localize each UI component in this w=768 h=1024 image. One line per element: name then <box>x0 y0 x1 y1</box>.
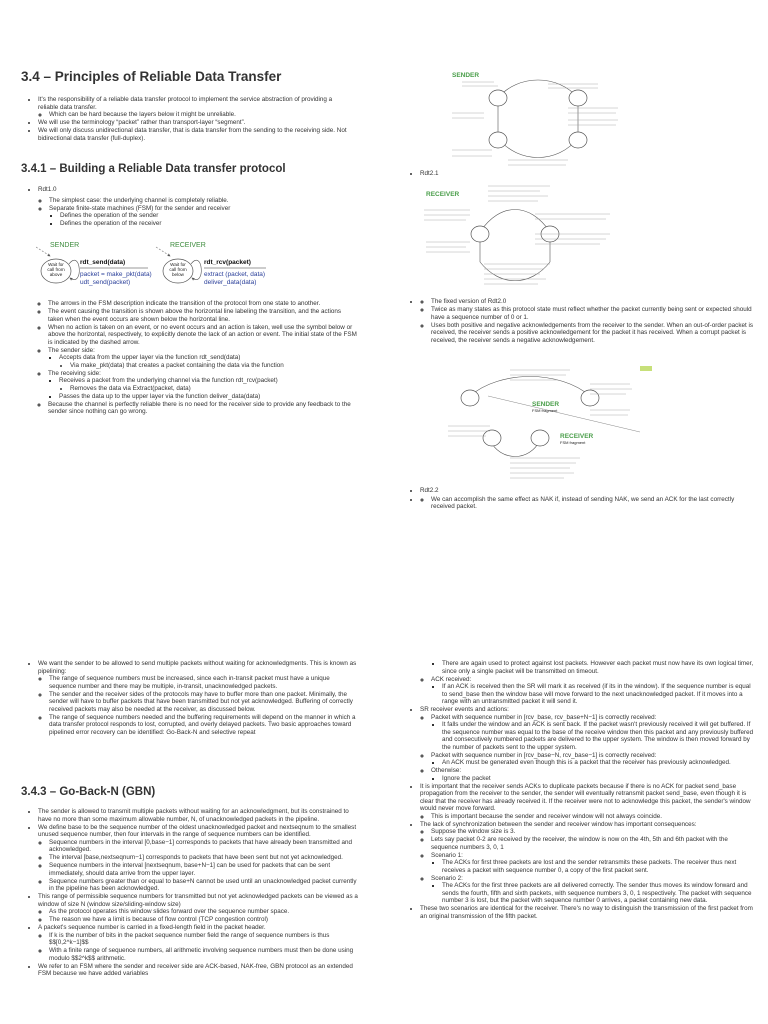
list-item: ◦ The interval [base,nextseqnum−1] corresponds to packets that have been sent but not yet acknowledged. <box>49 854 358 862</box>
sender-label: SENDER <box>452 72 480 79</box>
rdt21-sender-fsm <box>448 68 628 172</box>
sender-action: packet = make_pkt(data) <box>80 271 152 278</box>
sender-label: SENDER <box>50 242 80 249</box>
list-item: • A packet's sequence number is carried in a fixed-length field in the packet header. ◦ If k is the number of bits in the packet sequence number field the range of sequence numbers is thus $$[0,2^k−1]$$ ◦ With a finite range of sequence numbers, all arithmetic involving sequence numbers must then be done using modulo $$2^k$$ arithmetic. <box>38 924 358 962</box>
list-item <box>420 496 755 511</box>
list-item: ◦ As the protocol operates this window slides forward over the sequence number space. <box>49 908 358 916</box>
receiver-action: deliver_data(data) <box>204 279 257 286</box>
svg-text:call from: call from <box>169 267 187 272</box>
list-item: ◦ Packet with sequence number in [rcv_base−N, rcv_base−1] is correctly received: ▪ An ACK must be generated even though this is a packet that the receiver has previously acknowledged. <box>431 752 755 767</box>
list-item: ◦ Lets say packet 0-2 are received by the receiver, the window is now on the 4th, 5th and 6th packet with the sequence numbers 3, 0, 1 <box>431 836 755 851</box>
list-item: • Removes the data via Extract(packet, data) <box>70 385 358 393</box>
sender-event: rdt_send(data) <box>80 259 126 266</box>
receiver-label: RECEIVER <box>426 191 460 198</box>
list-item: ◦ With a finite range of sequence numbers, all arithmetic involving sequence numbers must then be done using modulo $$2^k$$ arithmetic. <box>49 947 358 962</box>
list-item: ▪ Ignore the packet <box>442 775 755 783</box>
list-item: ◦ The arrows in the FSM description indicate the transition of the protocol from one state to another. <box>48 300 358 308</box>
list-item: ◦ The sender and the receiver sides of the protocols may have to buffer more than one packet. Minimally, the sender will have to buffer packets that have been transmitted but not yet acknowledged. Buffering of correctly received packets may also be needed at the receiver, as discussed below. <box>49 691 358 714</box>
list-item: ◦ Which can be hard because the layers below it might be unreliable. <box>49 111 353 119</box>
intro-list <box>28 96 353 143</box>
fsm-fragment-label: FSM fragment <box>532 408 558 413</box>
list-item: • These two scenarios are identical for the receiver. There's no way to distinguish the transmission of the first packet from an original transmission of the fifth packet. <box>420 905 755 920</box>
list-item: ◦ The receiving side: ▪ Receives a packet from the underlying channel via the function rdt_rcv(packet) • Removes the data via Extract(packet, data) ▪ Passes the data up to the upper layer via the function deliver_data(data) <box>48 370 358 401</box>
list-item: ◦ • We can accomplish the same effect as NAK if, instead of sending NAK, we send an ACK for the last correctly received packet. <box>431 496 755 511</box>
list-item: ▪ If an ACK is received then the SR will mark it as received (if its in the window). If the sequence number is equal to send_base then the window base will move forward to the next unacknowledged packet. If it moves into a range with an untransmitted packet it will send it. <box>442 683 755 706</box>
list-item: ▪ Defines the operation of the sender <box>60 212 353 220</box>
list-item: ▪ Passes the data up to the upper layer via the function deliver_data(data) <box>59 393 358 401</box>
list-item <box>431 660 755 675</box>
receiver-label: RECEIVER <box>170 242 206 249</box>
list-item: ◦ Suppose the window size is 3. <box>431 828 755 836</box>
list-item: • It is important that the receiver sends ACKs to duplicate packets because if there is no ACK for packet send_base propagation from the receiver to the sender, the sender will eventually retransmit packet send_base, even though it is clear that the receiver has already received it. If the receiver were not to acknowledge this packet, the sender's window would never move forward. ◦ This is important because the sender and receiver window will not always coincide. <box>420 783 755 821</box>
svg-text:call from: call from <box>47 267 65 272</box>
list-item: • Rdt2.1 <box>420 170 439 178</box>
list-item: ◦ This is important because the sender and receiver window will not always coincide. <box>431 813 755 821</box>
rdt10-explanation <box>38 300 358 416</box>
rdt10-list <box>28 186 353 228</box>
list-item: • We will use the terminology “packet” rather than transport-layer “segment”. <box>38 119 353 127</box>
list-item: • Via make_pkt(data) that creates a packet containing the data via the function <box>70 362 358 370</box>
list-item: • We define base to be the sequence number of the oldest unacknowledged packet and nextseqnum to the smallest unused sequence number, then four intervals in the range of sequence numbers can be identified. ◦ Sequence numbers in the interval [0,base−1] corresponds to packets that have already been transmitted and acknowledged. ◦ The interval [base,nextseqnum−1] corresponds to packets that have been sent but not yet acknowledged. ◦ Sequence numbers in the interval [nextseqnum, base+N−1] can be used for packets that can be sent immediately, should data arrive from the upper layer. ◦ Sequence numbers greater than or equal to base+N cannot be used until an unacknowledged packet currently in the pipeline has been acknowledged. <box>38 824 358 893</box>
list-item: ◦ When no action is taken on an event, or no event occurs and an action is taken, well use the symbol below or above the horizontal, respectively, to explicitly denote the lack of an action or event. The initial state of the FSM is indicated by the dashed arrow. <box>48 324 358 347</box>
list-item: ◦ Separate finite-state machines (FSM) for the sender and receiver ▪ Defines the operation of the sender ▪ Defines the operation of the receiver <box>49 205 353 228</box>
list-item: ▪ There are again used to protect against lost packets. However each packet must now have its own logical timer, since only a single packet will be transmitted on timeout. <box>442 660 755 675</box>
svg-text:below: below <box>171 272 185 277</box>
list-item: • We refer to an FSM where the sender and receiver side are ACK-based, NAK-free, GBN protocol as an extended FSM because we have added variables <box>38 963 358 978</box>
list-item: • The lack of synchronization between the sender and receiver window has important consequences: ◦ Suppose the window size is 3. ◦ Lets say packet 0-2 are received by the receiver, the window is now on the 4th, 5th and 6th packet with the sequence numbers 3, 0, 1 ◦ Scenario 1: ▪ The ACKs for first three packets are lost and the sender retransmits these packets. The receiver thus next receives a packet with sequence number 0, a copy of the first packet sent. ◦ Scenario 2: ▪ The ACKs for the first three packets are all delivered correctly. The sender thus moves its window forward and sends the fourth, fifth and sixth packets, with sequence numbers 3, 0, 1 respectively. The packet with sequence number 3 is lost, but the packet with sequence number 0 arrives, a packet containing new data. <box>420 821 755 905</box>
list-item: ◦ Packet with sequence number in [rcv_base, rcv_base+N−1] is correctly received: ▪ It falls under the window and an ACK is sent back. If the packet wasn't previously received it will get buffered. If the sequence number was equal to the base of the receive window then this packet and any previously buffered and consecutively numbered packets are delivered to the upper system. The window is then moved forward by the number of packets sent to the upper system. <box>431 714 755 752</box>
svg-text:above: above <box>49 272 63 277</box>
list-item: ◦ The simplest case: the underlying channel is completely reliable. <box>49 197 353 205</box>
rdt22-list <box>410 487 755 511</box>
rdt20-list <box>410 298 755 345</box>
list-item: ◦ The event causing the transition is shown above the horizontal line labeling the transition, and the actions taken when the event occurs are shown below the horizontal line. <box>48 308 358 323</box>
list-item: ▪ An ACK must be generated even though this is a packet that the receiver has previously acknowledged. <box>442 759 755 767</box>
section-heading: 3.4.3 – Go-Back-N (GBN) <box>21 786 156 798</box>
rdt22-fsm-diagram <box>440 366 680 486</box>
list-item: • The sender is allowed to transmit multiple packets without waiting for an acknowledgment, but its constrained to have no more than some maximum allowable number, N, of unacknowledged packets in the pipeline. <box>38 808 358 823</box>
receiver-action: extract (packet, data) <box>204 271 266 278</box>
sender-label: SENDER <box>532 401 560 408</box>
list-item <box>420 660 755 706</box>
list-item: ◦ The range of sequence numbers needed and the buffering requirements will depend on the manner in which a data transfer protocol responds to lost, corrupted, and overly delayed packets. Two basic approaches toward pipelined error recovery can be identified: Go-Back-N and selective repeat <box>49 714 358 737</box>
list-item: ◦ Otherwise: ▪ Ignore the packet <box>431 767 755 782</box>
list-item: ◦ Scenario 2: ▪ The ACKs for the first three packets are all delivered correctly. The sender thus moves its window forward and sends the fourth, fifth and sixth packets, with sequence numbers 3, 0, 1 respectively. The packet with sequence number 3 is lost, but the packet with sequence number 0 arrives, a packet containing new data. <box>431 875 755 905</box>
list-item: ◦ Scenario 1: ▪ The ACKs for first three packets are lost and the sender retransmits these packets. The receiver thus next receives a packet with sequence number 0, a copy of the first packet sent. <box>431 852 755 875</box>
list-item: • We will only discuss unidirectional data transfer, that is data transfer from the sending to the receiving side. Not bidirectional data transfer (full-duplex). <box>38 127 353 142</box>
list-item: ◦ Twice as many states as this protocol state must reflect whether the packet currently being sent or expected should have a sequence number of 0 or 1. <box>431 306 755 321</box>
list-item: ▪ The ACKs for first three packets are lost and the sender retransmits these packets. The receiver thus next receives a packet with sequence number 0, a copy of the first packet sent. <box>442 859 755 874</box>
list-item: ◦ • The fixed version of Rdt2.0 <box>431 298 755 306</box>
receiver-event: rdt_rcv(packet) <box>204 259 251 266</box>
list-item: • SR receiver events and actions: ◦ Packet with sequence number in [rcv_base, rcv_base+N−1] is correctly received: ▪ It falls under the window and an ACK is sent back. If the packet wasn't previously received it will get buffered. If the sequence number was equal to the base of the receive window then this packet and any previously buffered and consecutively numbered packets are delivered to the upper system. The window is then moved forward by the number of packets sent to the upper system. ◦ Packet with sequence number in [rcv_base−N, rcv_base−1] is correctly received: ▪ An ACK must be generated even though this is a packet that the receiver has previously acknowledged. ◦ Otherwise: ▪ Ignore the packet <box>420 706 755 782</box>
list-item: ◦ Uses both positive and negative acknowledgements from the receiver to the sender. When an out-of-order packet is received, the receiver sends a positive acknowledgement for the packet it has received. When a corrupt packet is received, the receiver sends a negative acknowledgement. <box>431 322 755 345</box>
selective-repeat-list <box>410 660 755 921</box>
rdt10-fsm-diagram <box>36 238 296 294</box>
fsm-fragment-label: FSM fragment <box>560 440 586 445</box>
svg-text:Wait for: Wait for <box>170 262 186 267</box>
svg-text:Wait for: Wait for <box>48 262 64 267</box>
receiver-label: RECEIVER <box>560 433 594 440</box>
list-item: ▪ The ACKs for the first three packets are all delivered correctly. The sender thus moves its window forward and sends the fourth, fifth and sixth packets, with sequence numbers 3, 0, 1 respectively. The packet with sequence number 3 is lost, but the packet with sequence number 0 arrives, a packet containing new data. <box>442 882 755 905</box>
list-item: ▪ It falls under the window and an ACK is sent back. If the packet wasn't previously received it will get buffered. If the sequence number was equal to the base of the receive window then this packet and any previously buffered and consecutively numbered packets are delivered to the upper system. The window is then moved forward by the number of packets sent to the upper system. <box>442 721 755 751</box>
page-title: 3.4 – Principles of Reliable Data Transfer <box>21 69 282 84</box>
list-item: • This range of permissible sequence numbers for transmitted but not yet acknowledged packets can be viewed as a window of size N (window size/sliding-window size) ◦ As the protocol operates this window slides forward over the sequence number space. ◦ The reason we have a limit is because of flow control (TCP congestion control) <box>38 893 358 924</box>
pipelining-list <box>28 660 358 737</box>
list-item: ▪ Receives a packet from the underlying channel via the function rdt_rcv(packet) • Removes the data via Extract(packet, data) <box>59 377 358 392</box>
list-item: ◦ If k is the number of bits in the packet sequence number field the range of sequence numbers is thus $$[0,2^k−1]$$ <box>49 932 358 947</box>
list-item: • It's the responsibility of a reliable data transfer protocol to implement the service abstraction of providing a reliable data transfer. ◦ Which can be hard because the layers below it might be unreliable. <box>38 96 353 119</box>
list-item: ◦ Because the channel is perfectly reliable there is no need for the receiver side to provide any feedback to the sender since nothing can go wrong. <box>48 401 358 416</box>
list-item: ◦ The reason we have a limit is because of flow control (TCP congestion control) <box>49 916 358 924</box>
section-heading: 3.4.1 – Building a Reliable Data transfer protocol <box>21 163 286 175</box>
sender-action: udt_send(packet) <box>80 279 131 286</box>
list-item: • Rdt2.2 <box>420 487 755 495</box>
list-item: ◦ The sender side: ▪ Accepts data from the upper layer via the function rdt_send(data) • Via make_pkt(data) that creates a packet containing the data via the function <box>48 347 358 370</box>
list-item: ▪ Accepts data from the upper layer via the function rdt_send(data) • Via make_pkt(data) that creates a packet containing the data via the function <box>59 354 358 369</box>
list-item <box>420 298 755 344</box>
rdt21-label <box>410 170 439 178</box>
list-item: ◦ ACK received: ▪ If an ACK is received then the SR will mark it as received (if its in the window). If the sequence number is equal to send_base then the window base will move forward to the next unacknowledged packet. If it moves into a range with an untransmitted packet it will send it. <box>431 676 755 706</box>
list-item: • Rdt1.0 ◦ The simplest case: the underlying channel is completely reliable. ◦ Separate finite-state machines (FSM) for the sender and receiver ▪ Defines the operation of the sender ▪ Defines the operation of the receiver <box>38 186 353 228</box>
rdt21-receiver-fsm <box>420 182 620 294</box>
list-item: ◦ The range of sequence numbers must be increased, since each in-transit packet must have a unique sequence number and there may be multiple, in-transit, unacknowledged packets. <box>49 675 358 690</box>
list-item: ▪ Defines the operation of the receiver <box>60 220 353 228</box>
list-item: • We want the sender to be allowed to send multiple packets without waiting for acknowledgments. This is known as pipelining: ◦ The range of sequence numbers must be increased, since each in-transit packet must have a unique sequence number and there may be multiple, in-transit, unacknowledged packets. ◦ The sender and the receiver sides of the protocols may have to buffer more than one packet. Minimally, the sender will have to buffer packets that have been transmitted but not yet acknowledged. Buffering of correctly received packets may also be needed at the receiver, as discussed below. ◦ The range of sequence numbers needed and the buffering requirements will depend on the manner in which a data transfer protocol responds to lost, corrupted, and overly delayed packets. Two basic approaches toward pipelined error recovery can be identified: Go-Back-N and selective repeat <box>38 660 358 736</box>
list-item: ◦ Sequence numbers greater than or equal to base+N cannot be used until an unacknowledged packet currently in the pipeline has been acknowledged. <box>49 878 358 893</box>
list-item: ◦ Sequence numbers in the interval [0,base−1] corresponds to packets that have already been transmitted and acknowledged. <box>49 839 358 854</box>
gbn-list <box>28 808 358 978</box>
list-item: ◦ Sequence numbers in the interval [nextseqnum, base+N−1] can be used for packets that can be sent immediately, should data arrive from the upper layer. <box>49 862 358 877</box>
